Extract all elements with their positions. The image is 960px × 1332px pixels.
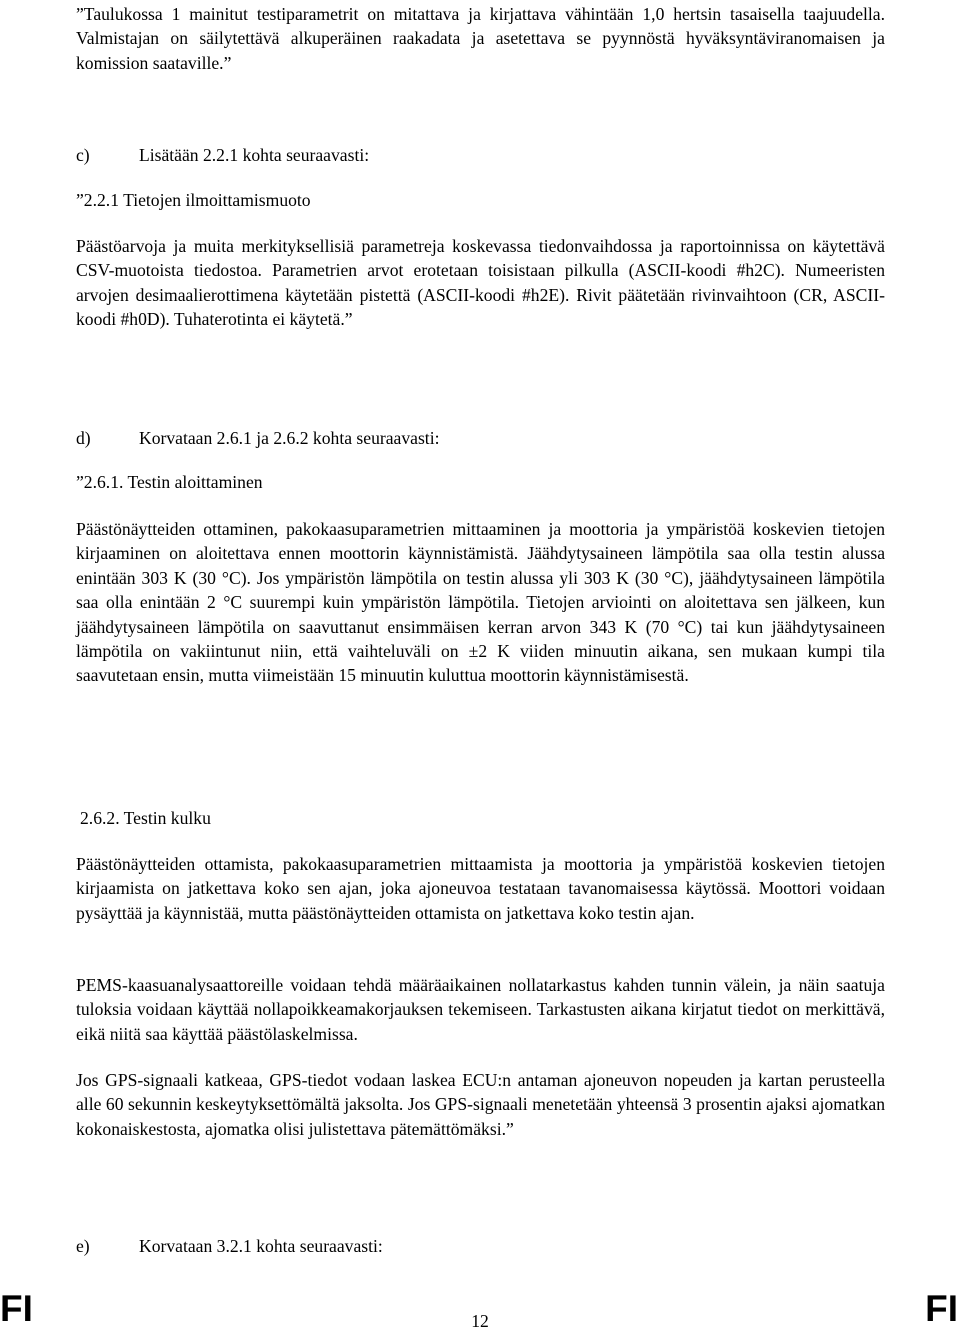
heading-2-2-1: ”2.2.1 Tietojen ilmoittamismuoto xyxy=(76,190,311,210)
footer-language-left: FI xyxy=(0,1288,33,1329)
footer-language-right: FI xyxy=(925,1288,958,1329)
item-e-label: e) xyxy=(76,1236,90,1256)
paragraph-test-progress: Päästönäytteiden ottamista, pakokaasuparametrien mittaamista ja moottoria ja ympäristöä koskevien tietojen kirjaamista on jatkettava koko sen ajan, joka ajoneuvoa testataan tavanomaisessa käytössä. Moottori voidaan pysäyttää ja käynnistää, mutta päästönäytteiden ottamista on jatkettava koko testin ajan. xyxy=(76,854,885,923)
item-d xyxy=(76,426,885,450)
paragraph-test-parameters: ”Taulukossa 1 mainitut testiparametrit on mitattava ja kirjattava vähintään 1,0 hertsin tasaisella taajuudella. Valmistajan on säilytettävä alkuperäinen raakadata ja asetettava se pyynnöstä hyväksyntäviranomaisen ja komission saataville.” xyxy=(76,4,885,73)
heading-2-6-1: ”2.6.1. Testin aloittaminen xyxy=(76,472,263,492)
paragraph-csv-format: Päästöarvoja ja muita merkityksellisiä parametreja koskevassa tiedonvaihdossa ja raportoinnissa on käytettävä CSV-muotoista tiedostoa. Parametrien arvot erotetaan toisistaan pilkulla (ASCII-koodi #h2C). Numeeristen arvojen desimaalierottimena käytetään pistettä (ASCII-koodi #h2E). Rivit päätetään rivinvaihtoon (CR, ASCII-koodi #h0D). Tuhaterotinta ei käytetä.” xyxy=(76,236,885,330)
item-e xyxy=(76,1234,885,1258)
paragraph-pems-zero-check: PEMS-kaasuanalysaattoreille voidaan tehdä määräaikainen nollatarkastus kahden tunnin välein, ja näin saatuja tuloksia voidaan käyttää nollapoikkeamakorjauksen tekemiseen. Tarkastusten aikana kirjatut tiedot on merkittävä, eikä niitä saa käyttää päästölaskelmissa. xyxy=(76,975,885,1044)
item-d-label: d) xyxy=(76,428,91,448)
item-c-text: Lisätään 2.2.1 kohta seuraavasti: xyxy=(139,145,370,165)
item-c xyxy=(76,143,885,167)
page-number: 12 xyxy=(471,1311,489,1331)
item-d-text: Korvataan 2.6.1 ja 2.6.2 kohta seuraavasti: xyxy=(139,428,440,448)
item-c-label: c) xyxy=(76,145,90,165)
paragraph-gps-signal: Jos GPS-signaali katkeaa, GPS-tiedot vodaan laskea ECU:n antaman ajoneuvon nopeuden ja kartan perusteella alle 60 sekunnin keskeytyksettömältä jaksolta. Jos GPS-signaali menetetään yhteensä 3 prosentin ajaksi ajomatkan kokonaiskestosta, ajomatka olisi julistettava pätemättömäksi.” xyxy=(76,1070,885,1139)
heading-2-6-2: 2.6.2. Testin kulku xyxy=(80,808,211,828)
item-e-text: Korvataan 3.2.1 kohta seuraavasti: xyxy=(139,1236,383,1256)
paragraph-test-start: Päästönäytteiden ottaminen, pakokaasuparametrien mittaaminen ja moottoria ja ympäristöä koskevien tietojen kirjaaminen on aloitettava ennen moottorin käynnistämistä. Jäähdytysaineen lämpötila saa olla testin alussa enintään 303 K (30 °C). Jos ympäristön lämpötila on testin alussa yli 303 K (30 °C), jäähdytysaineen lämpötila saa olla enintään 2 °C suurempi kuin ympäristön lämpötila. Tietojen arviointi on aloitettava sen jälkeen, kun jäähdytysaineen lämpötila on saavuttanut ensimmäisen kerran arvon 343 K (70 °C) tai kun jäähdytysaineen lämpötila on vakiintunut niin, että vaihteluväli on ±2 K viiden minuutin aikana, sen mukaan kumpi tila saavutetaan ensin, mutta viimeistään 15 minuutin kuluttua moottorin käynnistämisestä. xyxy=(76,519,885,686)
